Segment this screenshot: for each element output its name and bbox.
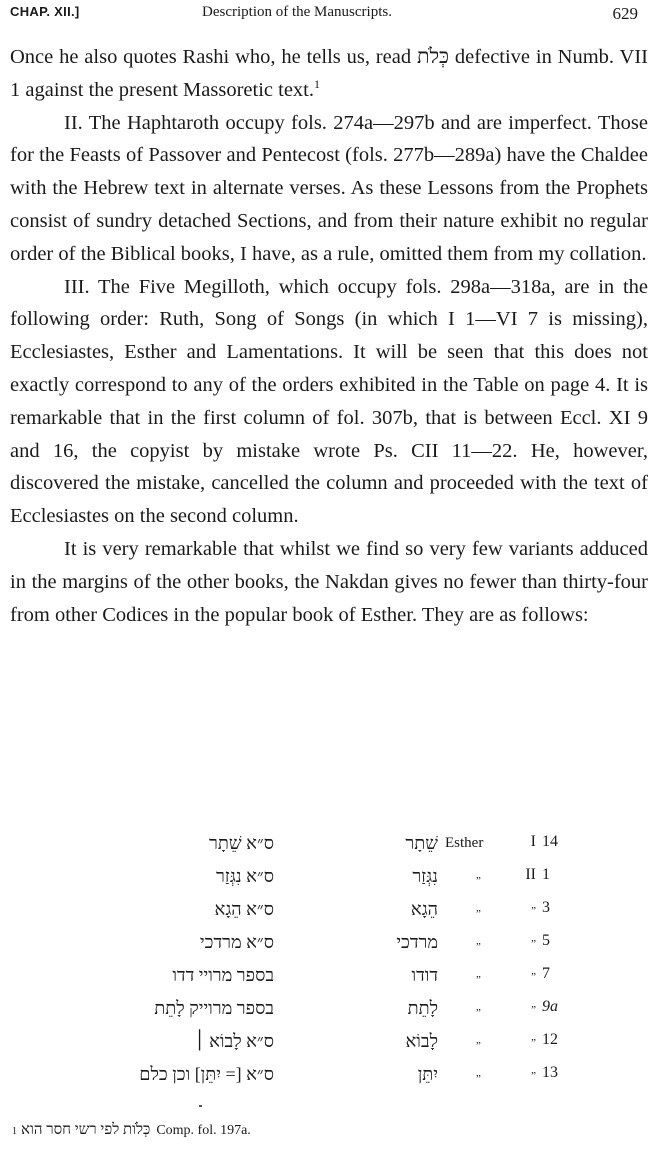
variant-reading: ס״א נִגְּזַר <box>215 866 274 886</box>
variant-row <box>0 899 652 932</box>
text-reading: דודו <box>411 965 438 985</box>
text-reading: נִגְּזַר <box>412 866 438 886</box>
chapter-number: II <box>525 866 536 883</box>
paragraph-3: III. The Five Megilloth, which occupy fols. 298a—318a, are in the following order: Ruth, Song of Songs (in which I 1—VI 7 is missing), Ecclesiastes, Esther and Lamentations. It will be seen that this does not exactly correspond to any of the orders exhibited in the Table on page 4. It is remarkable that in the first column of fol. 307b, that is between Eccl. XI 9 and 16, the copyist by mistake wrote Ps. CII 11—22. He, however, discovered the mistake, cancelled the column and proceeded with the text of Ecclesiastes on the second column. <box>10 275 648 528</box>
page-number: 629 <box>612 4 638 23</box>
chapter-ditto: „ <box>531 1031 536 1043</box>
paragraph-1-text-cont: defective in Numb. VII 1 against the present Massoretic text. <box>10 46 648 101</box>
chapter-ditto: „ <box>531 899 536 911</box>
variants-table <box>0 833 652 1098</box>
paragraph-1 <box>10 41 648 107</box>
running-header <box>10 4 638 28</box>
book-ditto: „ <box>476 1067 481 1079</box>
paragraph-1-text: Once he also quotes Rashi who, he tells us, read <box>10 46 417 68</box>
text-reading: לָבוֹא <box>405 1031 438 1051</box>
footnote-mark: 1 <box>314 76 320 91</box>
variant-row <box>0 833 652 866</box>
verse-number: 14 <box>542 833 558 850</box>
variant-row <box>0 1064 652 1097</box>
verse-number: 13 <box>542 1064 558 1081</box>
verse-number: 7 <box>542 965 550 982</box>
chapter-ditto: „ <box>531 932 536 944</box>
text-reading: יִתֵּן <box>417 1064 438 1084</box>
footnote-reference: Comp. fol. 197a. <box>156 1123 251 1138</box>
variant-reading: ס״א מרדכי <box>199 932 274 952</box>
footnote <box>12 1122 251 1139</box>
variant-reading: ס״א לָבוֹא ׀ <box>194 1031 274 1051</box>
body-text <box>10 41 648 631</box>
chapter-number: I <box>530 833 536 850</box>
book-name: Esther <box>445 835 484 851</box>
variant-reading: ס״א [= יִתֵּן] וכן כלם <box>139 1064 274 1084</box>
chapter-ditto: „ <box>531 965 536 977</box>
book-ditto: „ <box>476 968 481 980</box>
variant-row <box>0 866 652 899</box>
verse-number: 3 <box>542 899 550 916</box>
paragraph-4: It is very remarkable that whilst we find so very few variants adduced in the margins of the other books, the Nakdan gives no fewer than thirty-four from other Codices in the popular book of Esther. They are as follows: <box>10 537 648 626</box>
verse-number: 5 <box>542 932 550 949</box>
chapter-ditto: „ <box>531 998 536 1010</box>
text-reading: שֵׁתָר <box>405 833 438 853</box>
book-ditto: „ <box>476 1001 481 1013</box>
variant-reading: ס״א שֵׁתָר <box>209 833 274 853</box>
book-ditto: „ <box>476 869 481 881</box>
variant-row <box>0 932 652 965</box>
variant-row <box>0 1031 652 1064</box>
book-ditto: „ <box>476 1034 481 1046</box>
verse-number: 9a <box>542 998 558 1015</box>
paragraph-2: II. The Haphtaroth occupy fols. 274a—297b and are imperfect. Those for the Feasts of Passover and Pentecost (fols. 277b—289a) have the Chaldee with the Hebrew text in alternate verses. As these Lessons from the Prophets consist of sundry detached Sections, and from their nature exhibit no regular order of the Biblical books, I have, as a rule, omitted them from my collation. <box>10 111 648 265</box>
book-ditto: „ <box>476 902 481 914</box>
chapter-label: CHAP. XII.] <box>10 4 80 19</box>
running-title: Description of the Manuscripts. <box>202 4 392 20</box>
footnote-rule <box>199 1105 202 1107</box>
hebrew-word: כְּלֹת <box>416 46 450 68</box>
verse-number: 1 <box>542 866 550 883</box>
book-ditto: „ <box>476 935 481 947</box>
variant-reading: ס״א הֵגָא <box>214 899 274 919</box>
variant-row <box>0 998 652 1031</box>
chapter-ditto: „ <box>531 1064 536 1076</box>
variant-reading: בספר מרויי דדו <box>172 965 274 985</box>
text-reading: מרדכי <box>396 932 438 952</box>
footnote-number: 1 <box>12 1126 17 1137</box>
footnote-hebrew: כְּלֹות לפי רשי חסר הוא <box>21 1122 151 1138</box>
verse-number: 12 <box>542 1031 558 1048</box>
variant-row <box>0 965 652 998</box>
variant-reading: בספר מרוייק לָתֵת <box>154 998 274 1018</box>
text-reading: הֵגָא <box>410 899 438 919</box>
text-reading: לָתֵת <box>407 998 438 1018</box>
